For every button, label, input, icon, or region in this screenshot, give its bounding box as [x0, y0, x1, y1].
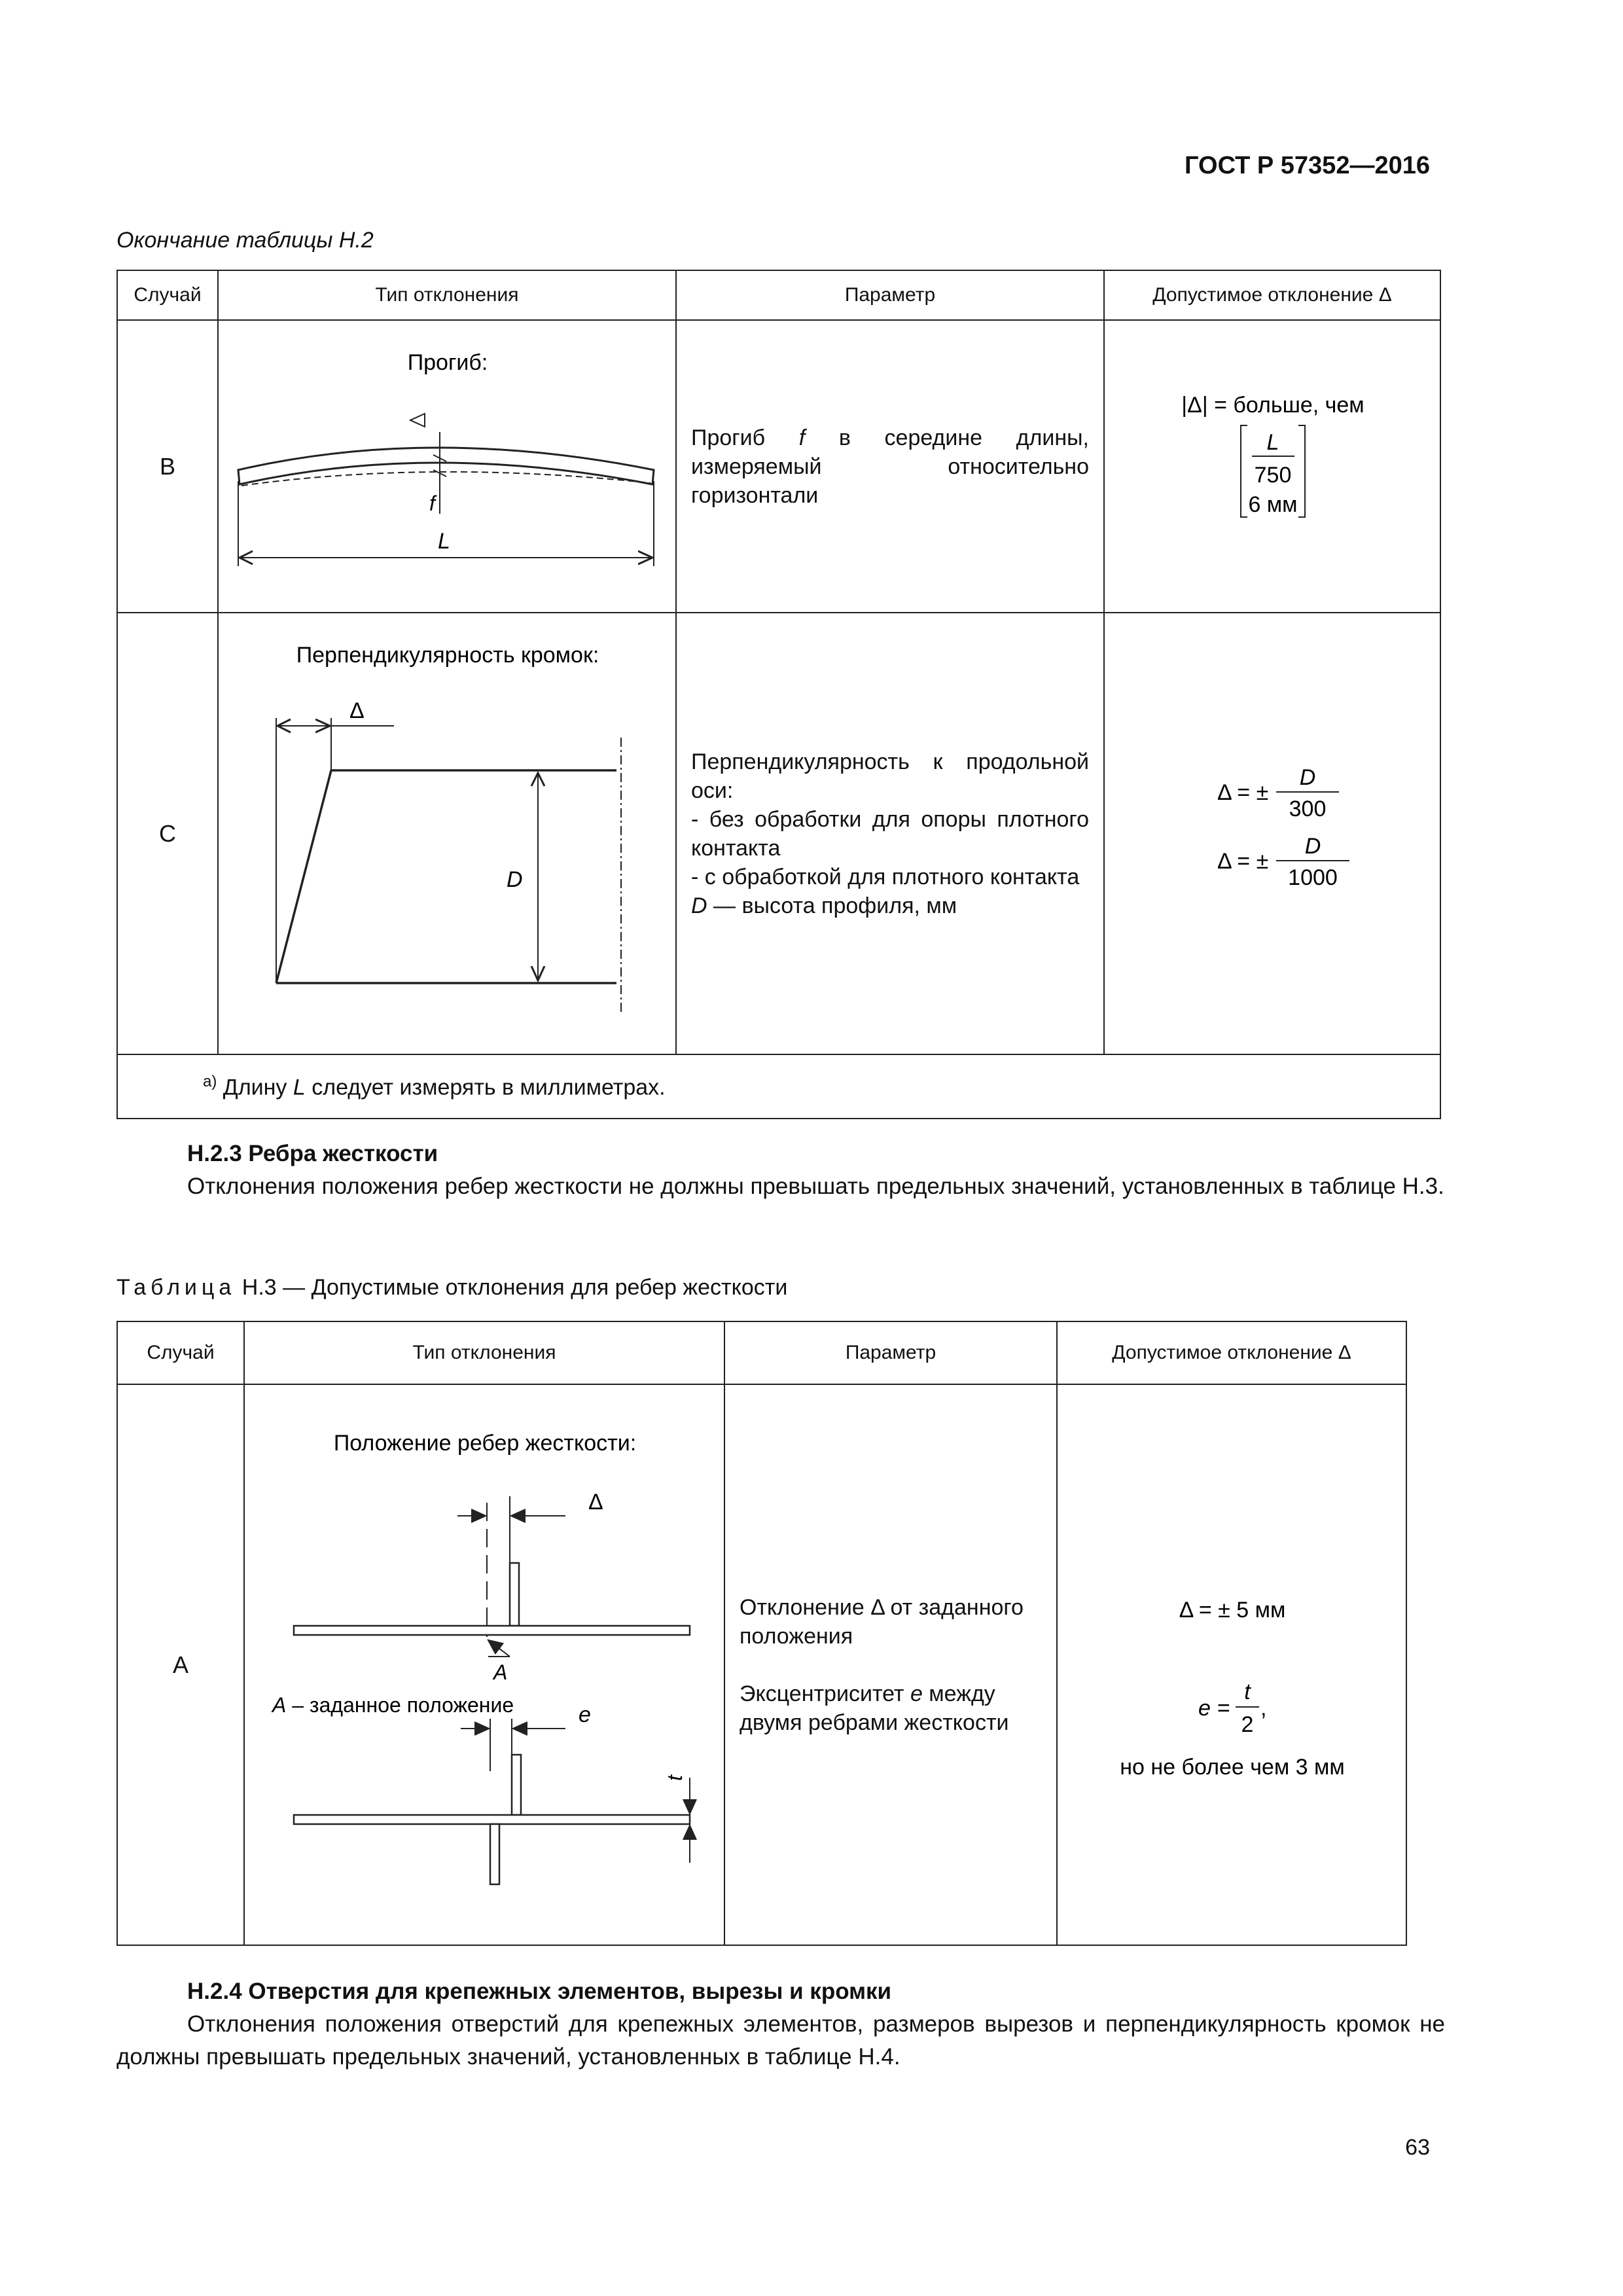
section-h23	[116, 1138, 1445, 1203]
deviation-figure-cell	[244, 1384, 724, 1945]
header-tolerance: Допустимое отклонение Δ	[1104, 270, 1440, 320]
upper-rib	[512, 1755, 521, 1815]
svg-text:но не более чем 3 мм: но не более чем 3 мм	[1120, 1755, 1345, 1780]
svg-text:2: 2	[1241, 1712, 1254, 1737]
section-title: Н.2.3 Ребра жесткости	[187, 1141, 438, 1166]
stiffener-position-diagram	[245, 1385, 725, 1941]
table-h2	[116, 270, 1441, 1119]
svg-text:Δ = ±: Δ = ±	[1217, 780, 1269, 805]
type-title: Перпендикулярность кромок:	[296, 643, 599, 668]
label-t: t	[663, 1775, 687, 1781]
legend-A: A – заданное положение	[272, 1693, 514, 1717]
label-e: e	[579, 1702, 591, 1727]
table-row	[117, 1384, 1406, 1945]
header-parameter: Параметр	[724, 1321, 1057, 1384]
label-delta: Δ	[349, 698, 365, 723]
parameter-text: Отклонение Δ от заданного положения Эксцентриситет e между двумя ребрами жесткости	[724, 1384, 1057, 1945]
header-type: Тип отклонения	[218, 270, 676, 320]
svg-text:L: L	[1266, 430, 1279, 455]
surface-symbol-icon	[410, 414, 425, 427]
svg-text:|Δ| = больше, чем: |Δ| = больше, чем	[1181, 393, 1364, 418]
svg-text:1000: 1000	[1288, 865, 1338, 890]
parameter-text: Перпендикулярность к продольной оси: - без обработки для опоры плотного контакта - с обработкой для плотного контакта D — высота профиля, мм	[676, 613, 1104, 1054]
svg-text:750: 750	[1254, 463, 1292, 488]
tolerance-formula	[1105, 613, 1441, 1050]
case-label: A	[117, 1384, 244, 1945]
footnote-row	[117, 1054, 1440, 1119]
svg-text:e =: e =	[1198, 1696, 1230, 1721]
deviation-figure-cell	[218, 320, 676, 613]
table-h3-caption: Таблица Н.3 — Допустимые отклонения для ребер жесткости	[116, 1275, 788, 1300]
tolerance-formula	[1105, 321, 1441, 609]
label-f: f	[429, 492, 435, 515]
section-text: Отклонения положения ребер жесткости не должны превышать предельных значений, установленных в таблице Н.3.	[187, 1174, 1444, 1199]
table-row	[117, 320, 1440, 613]
svg-text:t: t	[1244, 1679, 1251, 1704]
section-text: Отклонения положения отверстий для крепежных элементов, размеров вырезов и перпендикулярность кромок не должны превышать предельных значений, установленных в таблице Н.4.	[116, 2011, 1445, 2070]
stiffener-rib	[510, 1563, 519, 1626]
page-number: 63	[1405, 2135, 1430, 2160]
type-title: Положение ребер жесткости:	[333, 1431, 637, 1456]
svg-text:,: ,	[1260, 1696, 1267, 1721]
svg-text:Δ = ± 5 мм: Δ = ± 5 мм	[1179, 1598, 1286, 1623]
beam-shape	[238, 448, 654, 484]
label-L: L	[438, 529, 450, 554]
section-h24	[116, 1975, 1445, 2073]
case-label: C	[117, 613, 218, 1054]
tolerance-cell	[1104, 320, 1440, 613]
parameter-text: Прогиб f в середине длины, измеряемый относительно горизонтали	[676, 320, 1104, 613]
svg-text:D: D	[1299, 765, 1316, 790]
plate	[294, 1815, 690, 1824]
header-type: Тип отклонения	[244, 1321, 724, 1384]
edge-perpendicularity-diagram	[219, 613, 677, 1050]
plate	[294, 1626, 690, 1635]
table-h3	[116, 1321, 1407, 1946]
svg-text:6 мм: 6 мм	[1248, 492, 1298, 517]
case-label: B	[117, 320, 218, 613]
lower-rib	[490, 1824, 499, 1884]
section-title: Н.2.4 Отверстия для крепежных элементов, вырезы и кромки	[187, 1979, 892, 2004]
profile-outline	[276, 770, 616, 983]
footnote: $^{а)}$ Длину L следует измерять в миллиметрах.	[117, 1054, 1440, 1119]
table-continuation-caption: Окончание таблицы Н.2	[116, 228, 374, 253]
tolerance-cell	[1104, 613, 1440, 1054]
label-delta: Δ	[588, 1490, 603, 1515]
svg-text:D: D	[1304, 834, 1321, 859]
header-case: Случай	[117, 270, 218, 320]
label-D: D	[507, 867, 523, 892]
deviation-figure-cell	[218, 613, 676, 1054]
header-case: Случай	[117, 1321, 244, 1384]
header-parameter: Параметр	[676, 270, 1104, 320]
svg-text:Δ = ±: Δ = ±	[1217, 849, 1269, 874]
svg-text:300: 300	[1289, 797, 1327, 821]
header-tolerance: Допустимое отклонение Δ	[1057, 1321, 1406, 1384]
deflection-diagram	[219, 321, 677, 609]
label-A: A	[493, 1660, 508, 1684]
type-title: Прогиб:	[407, 350, 488, 375]
table-row	[117, 613, 1440, 1054]
tolerance-formula	[1058, 1385, 1407, 1941]
document-id: ГОСТ Р 57352—2016	[1185, 152, 1430, 179]
tolerance-cell	[1057, 1384, 1406, 1945]
